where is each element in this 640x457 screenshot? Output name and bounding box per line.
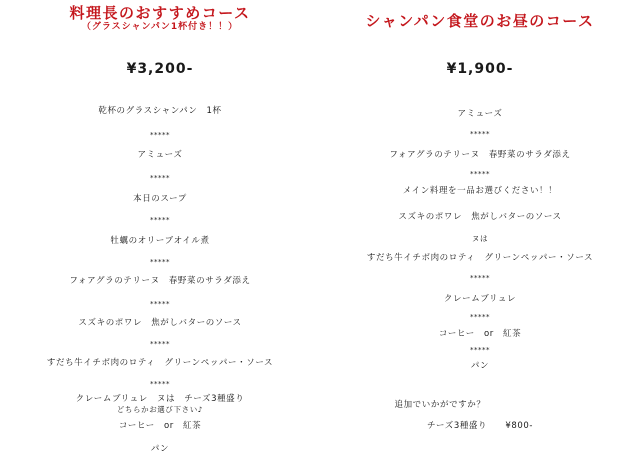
menu-item: コーヒー or 紅茶 — [118, 421, 202, 431]
menu-item: 牡蠣のオリーブオイル煮 — [110, 236, 210, 246]
separator: ***** — [150, 380, 170, 388]
separator: ***** — [470, 130, 490, 138]
separator: ***** — [150, 131, 170, 139]
course-price: ¥3,200- — [126, 61, 194, 77]
course-title: 料理長のおすすめコース — [69, 4, 251, 22]
menu-item: パン — [150, 444, 170, 454]
separator: ***** — [150, 340, 170, 348]
course-title: シャンパン食堂のお昼のコース — [365, 12, 595, 30]
menu-item: 乾杯のグラスシャンパン 1杯 — [98, 106, 222, 116]
separator: ***** — [470, 170, 490, 178]
menu-note: どちらかお選び下さい♪ — [116, 405, 204, 414]
menu-item: フォアグラのテリーヌ 春野菜のサラダ添え — [69, 276, 251, 286]
menu-item: メイン料理を一品お選びください！！ — [402, 186, 558, 196]
menu-item: すだち牛イチボ肉のロティ グリーンペッパー・ソース — [46, 358, 274, 368]
menu-item: アミューズ — [457, 109, 503, 119]
menu-item: スズキのポワレ 焦がしバターのソース — [398, 212, 562, 222]
lunch-course — [320, 0, 640, 457]
menu-item: すだち牛イチボ肉のロティ グリーンペッパー・ソース — [366, 253, 594, 263]
separator: ***** — [150, 174, 170, 182]
separator: ***** — [470, 346, 490, 354]
separator: ***** — [150, 216, 170, 224]
add-on-prompt: 追加でいかがですか？ — [394, 400, 486, 410]
separator: ***** — [470, 274, 490, 282]
separator: ***** — [150, 300, 170, 308]
menu-item: アミューズ — [137, 150, 183, 160]
menu-item: 本日のスープ — [133, 194, 187, 204]
course-subtitle: （グラスシャンパン1杯付き！！） — [81, 22, 239, 32]
menu-item: クレームブリュレ ヌは チーズ3種盛り — [75, 394, 245, 404]
add-on-item: チーズ3種盛り ¥800- — [426, 421, 534, 431]
course-price: ¥1,900- — [446, 61, 514, 77]
separator: ***** — [470, 313, 490, 321]
menu-item: パン — [470, 361, 490, 371]
menu-item: コーヒー or 紅茶 — [438, 329, 522, 339]
menu-item: スズキのポワレ 焦がしバターのソース — [78, 318, 242, 328]
menu-note: ヌは — [471, 234, 489, 243]
menu-item: クレームブリュレ — [443, 294, 517, 304]
separator: ***** — [150, 258, 170, 266]
menu-item: フォアグラのテリーヌ 春野菜のサラダ添え — [389, 150, 571, 160]
